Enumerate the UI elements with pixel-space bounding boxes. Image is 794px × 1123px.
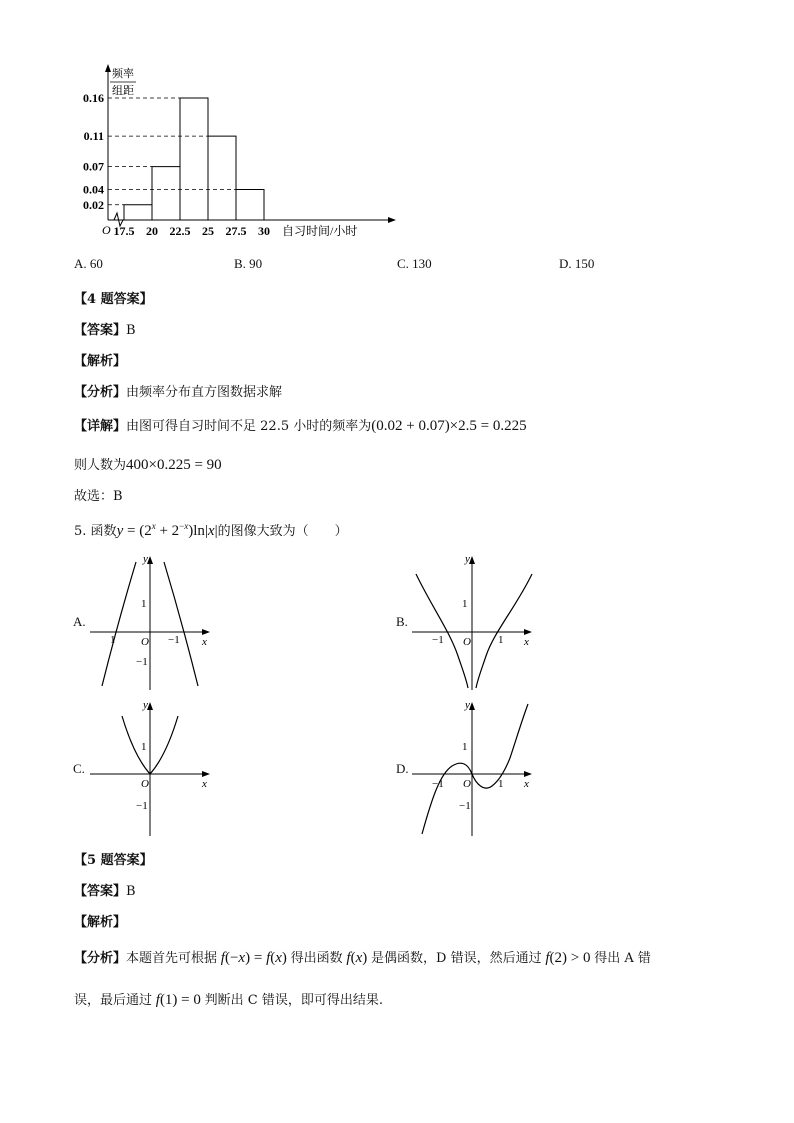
q4-choice-d: D. 150 — [559, 256, 595, 271]
histogram-bar — [152, 167, 180, 220]
line2-part-2: 判断出 C 错误，即可得出结果. — [204, 993, 383, 1008]
detail-math: (0.02 + 0.07)×2.5 = 0.225 — [371, 418, 527, 434]
q5-stem-prefix: 函数 — [90, 524, 117, 539]
histogram-bar — [236, 190, 264, 221]
fenxi-label: 【分析】 — [74, 385, 127, 400]
q4-choice-c: C. 130 — [397, 256, 432, 271]
x-tick-neg1: −1 — [432, 778, 444, 790]
fx: f(x) — [346, 950, 372, 966]
f2-condition: f(2) > 0 — [545, 950, 595, 966]
q5-graph-c — [88, 698, 218, 838]
curve — [422, 704, 528, 834]
origin: O — [141, 778, 149, 790]
curve-left — [102, 562, 136, 686]
detail-text: 由图可得自习时间不足 22.5 小时的频率为 — [126, 419, 372, 434]
origin-label: O — [102, 223, 111, 237]
fenxi-part-4: 得出 A 错 — [594, 951, 651, 966]
q5-fenxi-line — [74, 947, 651, 967]
q4-choice-a: A. 60 — [74, 256, 103, 271]
tick-1: 1 — [462, 598, 468, 610]
q5-option-d-label: D. — [396, 761, 409, 776]
q4-analysis-heading: 【解析】 — [74, 354, 127, 369]
q4-fenxi-line — [74, 381, 282, 400]
y-tick-label: 0.11 — [83, 129, 104, 144]
y-tick-label: 0.02 — [83, 197, 104, 212]
q5-graph-a — [88, 552, 218, 692]
q5-line2 — [74, 989, 383, 1009]
q5-stem — [74, 520, 348, 540]
q5-stem-suffix: 的图像大致为（ ） — [217, 524, 348, 539]
f1-condition: f(1) = 0 — [155, 992, 205, 1008]
tick-neg1: −1 — [459, 800, 471, 812]
x-tick-label: 25 — [202, 224, 214, 238]
detail-label: 【详解】 — [74, 419, 127, 434]
q4-choose-line: 故选：B — [74, 489, 123, 504]
x-tick-label: 30 — [258, 224, 270, 238]
fenxi-text: 由频率分布直方图数据求解 — [126, 385, 283, 400]
q4-answer-tag: 【4 题答案】 — [74, 292, 153, 307]
x-axis-title: 自习时间/小时 — [282, 224, 358, 238]
fenxi-part-3: 是偶函数，D 错误，然后通过 — [371, 951, 542, 966]
tick-1: 1 — [141, 598, 147, 610]
q5-formula: $y = (2^x + 2^{-x})\ln|x|$ — [116, 521, 218, 539]
x-tick-neg1: −1 — [168, 634, 180, 646]
curve-right — [164, 562, 198, 686]
q5-analysis-heading: 【解析】 — [74, 915, 127, 930]
y-tick-label: 0.16 — [83, 91, 104, 105]
answer-value: B — [126, 884, 136, 899]
x-tick-label: 22.5 — [169, 224, 191, 238]
tick-1: 1 — [141, 741, 147, 753]
y-label: y — [143, 699, 148, 711]
y-label: y — [143, 553, 148, 565]
y-tick-label: 0.07 — [83, 159, 104, 174]
x-tick-neg1: −1 — [432, 634, 444, 646]
frequency-histogram — [60, 60, 400, 245]
q4-answer-line — [74, 319, 136, 338]
x-tick-1: 1 — [498, 778, 504, 790]
people-text: 则人数为 — [74, 458, 127, 473]
y-tick-label: 0.04 — [83, 182, 104, 197]
q5-number: 5. — [74, 524, 87, 539]
x-tick-1: 1 — [498, 634, 504, 646]
curve-left — [416, 574, 468, 688]
origin: O — [463, 636, 471, 648]
y-axis-arrow — [105, 64, 111, 72]
q5-answer-tag: 【5 题答案】 — [74, 853, 153, 868]
x-label: x — [202, 778, 207, 790]
q5-answer-line — [74, 880, 136, 899]
y-title-bottom: 组距 — [112, 85, 134, 97]
fenxi-label: 【分析】 — [74, 951, 127, 966]
x-label: x — [524, 778, 529, 790]
tick-neg1: −1 — [136, 800, 148, 812]
q5-graph-d — [410, 698, 540, 838]
tick-neg1: −1 — [136, 656, 148, 668]
x-tick-label: 17.5 — [113, 224, 135, 238]
x-axis-arrow — [388, 217, 396, 223]
q5-option-b-label: B. — [396, 614, 408, 629]
histogram-bar — [208, 136, 236, 220]
y-label: y — [465, 553, 470, 565]
q4-people-line — [74, 454, 222, 474]
fenxi-part-1: 本题首先可根据 — [126, 951, 218, 966]
q4-detail-line — [74, 415, 527, 435]
x-tick-label: 20 — [146, 224, 158, 238]
fenxi-part-2: 得出函数 — [290, 951, 343, 966]
x-label: x — [202, 636, 207, 648]
origin: O — [141, 636, 149, 648]
tick-1: 1 — [462, 741, 468, 753]
curve-right — [476, 574, 532, 688]
x-label: x — [524, 636, 529, 648]
histogram-bar — [124, 205, 152, 220]
histogram-bar — [180, 98, 208, 220]
y-label: y — [465, 699, 470, 711]
answer-label: 【答案】 — [74, 884, 127, 899]
origin: O — [463, 778, 471, 790]
x-tick-label: 27.5 — [225, 224, 247, 238]
even-condition: f(−x) = f(x) — [220, 950, 291, 966]
q5-option-c-label: C. — [73, 761, 85, 776]
y-title-top: 频率 — [112, 68, 134, 80]
q5-graph-b — [410, 552, 540, 692]
q4-choice-b: B. 90 — [234, 256, 263, 271]
people-math: 400×0.225 = 90 — [126, 457, 222, 473]
answer-label: 【答案】 — [74, 323, 127, 338]
line2-part-1: 误，最后通过 — [74, 993, 153, 1008]
x-tick-1: 1 — [110, 634, 116, 646]
q5-option-a-label: A. — [73, 614, 86, 629]
answer-value: B — [126, 323, 136, 338]
